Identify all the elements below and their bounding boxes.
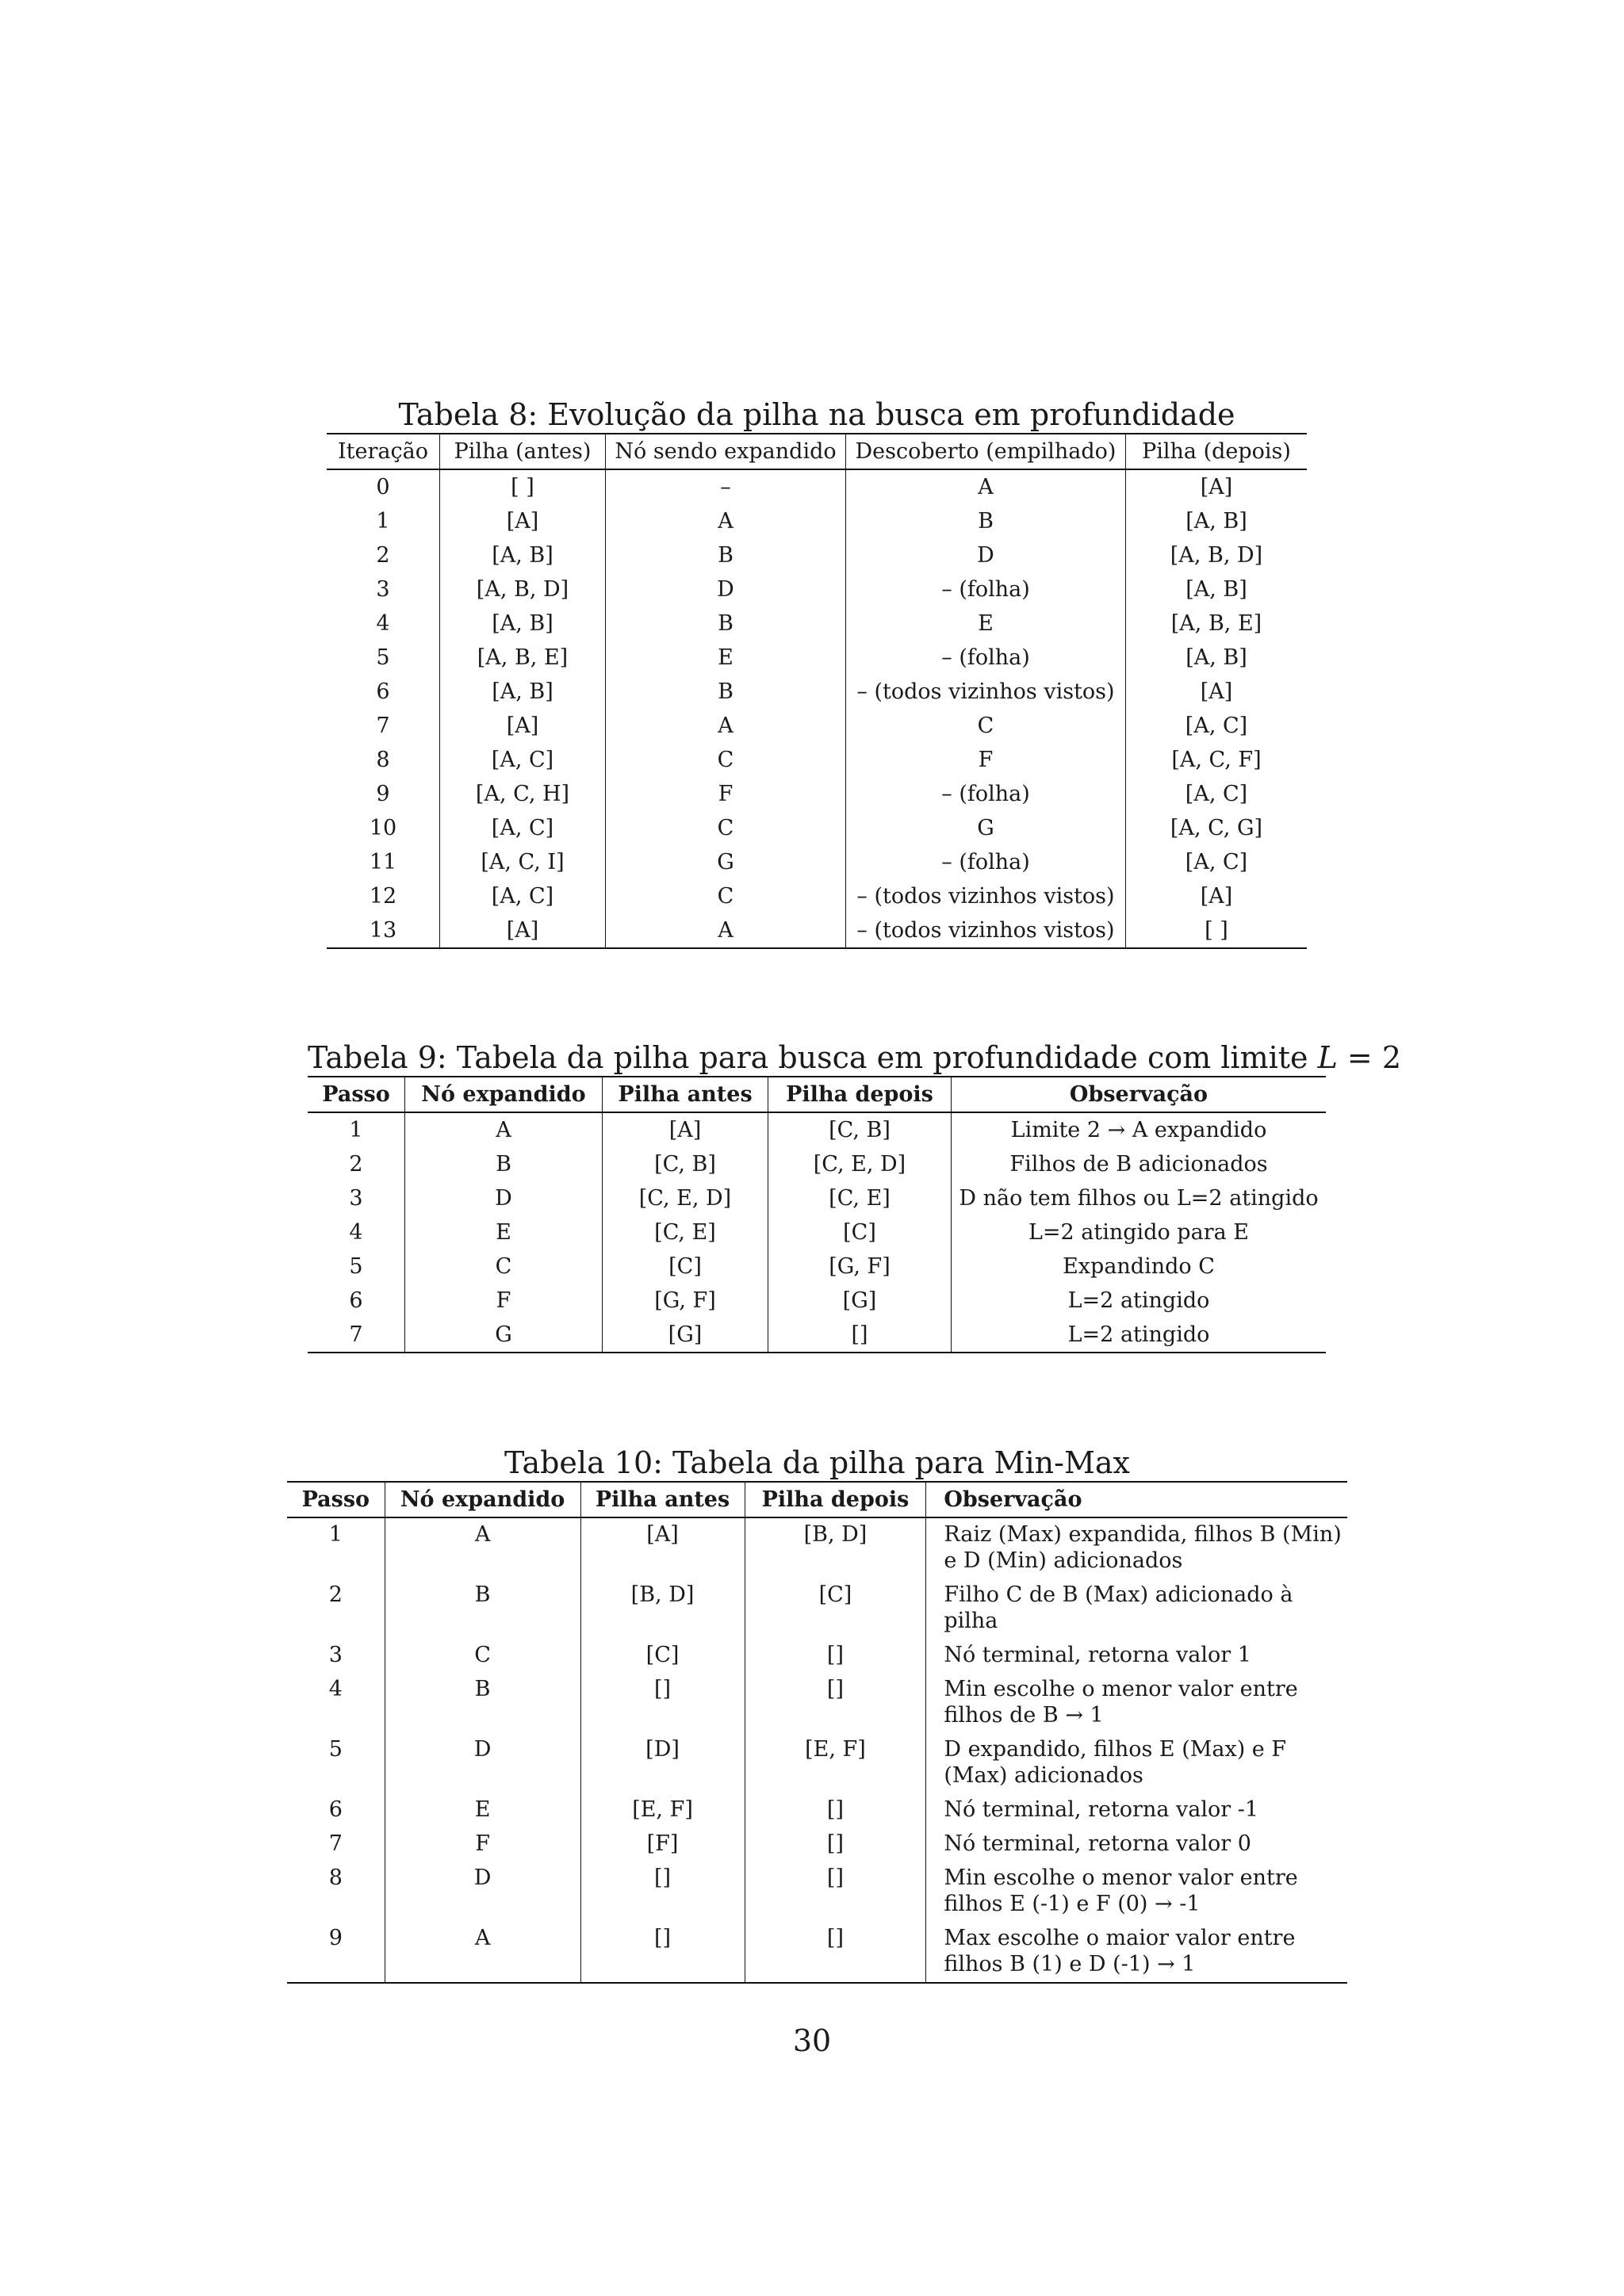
table-cell: C <box>606 743 846 777</box>
table-cell: B <box>606 675 846 709</box>
table-cell: [C] <box>603 1249 768 1284</box>
table-cell: C <box>606 879 846 913</box>
table-cell: – (folha) <box>846 777 1126 811</box>
table-row <box>287 1922 1347 1983</box>
table-row <box>327 743 1307 777</box>
table-header-row <box>287 1482 1347 1517</box>
table-8 <box>327 433 1307 949</box>
column-header: Pilha (depois) <box>1126 434 1308 469</box>
table-cell: 3 <box>349 1186 363 1211</box>
column-header: Pilha depois <box>768 1077 952 1112</box>
table-cell: 8 <box>328 1866 343 1890</box>
table-cell: [C, B] <box>768 1112 952 1147</box>
table-cell: E <box>606 641 846 675</box>
table-cell: A <box>405 1112 603 1147</box>
column-header: Pilha (antes) <box>440 434 606 469</box>
table-cell: [A, B, D] <box>440 572 606 607</box>
table-cell: [] <box>745 1673 926 1733</box>
table-cell: 11 <box>369 850 397 874</box>
table-cell: 4 <box>328 1677 343 1701</box>
table-row <box>308 1147 1326 1181</box>
table-cell: Min escolhe o menor valor entre filhos de B → 1 <box>926 1673 1347 1733</box>
table-row <box>327 913 1307 948</box>
table-row <box>327 879 1307 913</box>
table-cell: 0 <box>376 475 390 499</box>
table-cell: Raiz (Max) expandida, filhos B (Min) e D (Min) adicionados <box>926 1517 1347 1578</box>
column-header: Iteração <box>338 439 428 464</box>
table-cell: – (todos vizinhos vistos) <box>846 879 1126 913</box>
table-cell: B <box>846 504 1126 538</box>
caption-text: Tabela 9: Tabela da pilha para busca em profundidade com limite <box>308 1040 1318 1075</box>
table-cell: [A, B] <box>1126 641 1308 675</box>
table-cell: 8 <box>376 748 390 772</box>
table-cell: G <box>405 1318 603 1353</box>
table-cell: [A, C] <box>440 879 606 913</box>
table-8-block <box>327 396 1307 949</box>
table-cell: 6 <box>376 679 390 704</box>
table-cell: – (folha) <box>846 572 1126 607</box>
table-row <box>287 1733 1347 1793</box>
table-cell: [A, C] <box>1126 709 1308 743</box>
table-cell: B <box>385 1673 580 1733</box>
table-row <box>327 641 1307 675</box>
column-header: Pilha antes <box>580 1482 745 1517</box>
table-row <box>308 1181 1326 1215</box>
table-cell: [A, C, I] <box>440 845 606 879</box>
table-row <box>287 1793 1347 1827</box>
table-cell: 6 <box>328 1797 343 1822</box>
column-header: Observação <box>952 1077 1327 1112</box>
table-cell: [A] <box>1126 879 1308 913</box>
table-cell: A <box>606 504 846 538</box>
table-cell: [A, C] <box>1126 845 1308 879</box>
table-cell: [C] <box>745 1578 926 1639</box>
column-header: Pilha antes <box>603 1077 768 1112</box>
table-cell: 12 <box>369 884 397 909</box>
table-cell: L=2 atingido <box>952 1318 1327 1353</box>
table-cell: 2 <box>328 1582 343 1607</box>
table-cell: B <box>385 1578 580 1639</box>
table-cell: [B, D] <box>580 1578 745 1639</box>
table-cell: [A, B] <box>1126 572 1308 607</box>
table-cell: [A, B, E] <box>1126 607 1308 641</box>
table-cell: [C, E, D] <box>603 1181 768 1215</box>
table-cell: [G] <box>768 1284 952 1318</box>
column-header: Descoberto (empilhado) <box>846 434 1126 469</box>
table-cell: G <box>606 845 846 879</box>
table-row <box>287 1578 1347 1639</box>
table-cell: A <box>606 913 846 948</box>
table-row <box>287 1639 1347 1673</box>
table-cell: [] <box>580 1673 745 1733</box>
column-header: Passo <box>322 1082 390 1107</box>
table-row <box>287 1827 1347 1862</box>
table-cell: [C] <box>768 1215 952 1249</box>
table-cell: Expandindo C <box>952 1249 1327 1284</box>
table-row <box>308 1249 1326 1284</box>
table-10 <box>287 1481 1347 1984</box>
table-cell: 4 <box>349 1220 363 1245</box>
column-header: Nó sendo expandido <box>606 434 846 469</box>
table-row <box>327 777 1307 811</box>
table-header-row <box>308 1077 1326 1112</box>
table-cell: [A, C, H] <box>440 777 606 811</box>
table-cell: – (folha) <box>846 641 1126 675</box>
table-cell: [G] <box>603 1318 768 1353</box>
table-cell: [] <box>745 1827 926 1862</box>
table-cell: 4 <box>376 611 390 636</box>
table-cell: E <box>846 607 1126 641</box>
table-cell: [E, F] <box>580 1793 745 1827</box>
table-cell: B <box>405 1147 603 1181</box>
table-cell: [A, C, G] <box>1126 811 1308 845</box>
table-row <box>287 1517 1347 1578</box>
table-cell: Filhos de B adicionados <box>952 1147 1327 1181</box>
table-cell: [G, F] <box>603 1284 768 1318</box>
table-9 <box>308 1076 1326 1353</box>
table-cell: [G, F] <box>768 1249 952 1284</box>
table-cell: 7 <box>376 714 390 738</box>
table-cell: B <box>606 607 846 641</box>
table-cell: 1 <box>349 1118 363 1142</box>
table-cell: [C, E] <box>603 1215 768 1249</box>
table-cell: D <box>405 1181 603 1215</box>
table-row <box>327 572 1307 607</box>
table-cell: D <box>385 1733 580 1793</box>
table-cell: 13 <box>369 918 397 943</box>
table-cell: 7 <box>328 1831 343 1856</box>
table-cell: [E, F] <box>745 1733 926 1793</box>
table-10-block <box>287 1445 1347 1984</box>
table-cell: 6 <box>349 1288 363 1313</box>
table-row <box>327 538 1307 572</box>
table-row <box>308 1112 1326 1147</box>
table-cell: L=2 atingido <box>952 1284 1327 1318</box>
table-cell: [A] <box>440 504 606 538</box>
table-row <box>308 1284 1326 1318</box>
table-cell: [] <box>745 1793 926 1827</box>
table-cell: A <box>385 1922 580 1983</box>
table-cell: [A] <box>1126 469 1308 504</box>
table-row <box>327 709 1307 743</box>
table-cell: [A] <box>440 709 606 743</box>
table-cell: E <box>385 1793 580 1827</box>
table-cell: [F] <box>580 1827 745 1862</box>
table-cell: [C] <box>580 1639 745 1673</box>
table-cell: [A, B, E] <box>440 641 606 675</box>
table-cell: G <box>846 811 1126 845</box>
table-cell: D <box>606 572 846 607</box>
table-cell: Nó terminal, retorna valor 0 <box>926 1827 1347 1862</box>
table-row <box>327 811 1307 845</box>
table-cell: [A] <box>1126 675 1308 709</box>
table-cell: L=2 atingido para E <box>952 1215 1327 1249</box>
table-cell: – (folha) <box>846 845 1126 879</box>
table-cell: [D] <box>580 1733 745 1793</box>
table-cell: [] <box>768 1318 952 1353</box>
table-cell: Limite 2 → A expandido <box>952 1112 1327 1147</box>
table-cell: [B, D] <box>745 1517 926 1578</box>
table-cell: F <box>846 743 1126 777</box>
table-cell: [C, B] <box>603 1147 768 1181</box>
column-header: Nó expandido <box>385 1482 580 1517</box>
table-cell: [ ] <box>440 469 606 504</box>
table-cell: Min escolhe o menor valor entre filhos E (-1) e F (0) → -1 <box>926 1862 1347 1922</box>
table-cell: [C, E, D] <box>768 1147 952 1181</box>
caption-text: = 2 <box>1337 1040 1402 1075</box>
table-row <box>308 1318 1326 1353</box>
column-header: Observação <box>926 1482 1347 1517</box>
table-cell: C <box>606 811 846 845</box>
table-cell: [C, E] <box>768 1181 952 1215</box>
table-cell: A <box>606 709 846 743</box>
table-cell: F <box>606 777 846 811</box>
table-cell: D expandido, filhos E (Max) e F (Max) adicionados <box>926 1733 1347 1793</box>
table-row <box>327 675 1307 709</box>
table-cell: [] <box>580 1922 745 1983</box>
caption-variable: L <box>1317 1040 1338 1075</box>
table-cell: 9 <box>376 782 390 806</box>
table-cell: [] <box>745 1862 926 1922</box>
table-cell: F <box>405 1284 603 1318</box>
table-cell: F <box>385 1827 580 1862</box>
table-cell: [A, B] <box>440 675 606 709</box>
table-cell: [A, C] <box>440 811 606 845</box>
table-cell: [] <box>745 1639 926 1673</box>
table-cell: 3 <box>376 577 390 602</box>
table-cell: A <box>385 1517 580 1578</box>
table-cell: 9 <box>328 1926 343 1950</box>
table-cell: 5 <box>349 1254 363 1279</box>
table-cell: [A, B] <box>440 607 606 641</box>
table-cell: D <box>385 1862 580 1922</box>
column-header: Pilha depois <box>745 1482 926 1517</box>
table-cell: [A, B] <box>440 538 606 572</box>
table-cell: 10 <box>369 816 397 840</box>
table-cell: [A] <box>603 1112 768 1147</box>
table-8-caption: Tabela 8: Evolução da pilha na busca em profundidade <box>398 397 1235 432</box>
table-cell: 2 <box>376 543 390 568</box>
table-cell: [] <box>580 1862 745 1922</box>
table-cell: C <box>405 1249 603 1284</box>
table-cell: 7 <box>349 1322 363 1347</box>
table-cell: E <box>405 1215 603 1249</box>
table-cell: 1 <box>376 509 390 534</box>
table-cell: 3 <box>328 1643 343 1667</box>
table-cell: A <box>846 469 1126 504</box>
table-cell: [A, B] <box>1126 504 1308 538</box>
table-cell: Filho C de B (Max) adicionado à pilha <box>926 1578 1347 1639</box>
table-cell: B <box>606 538 846 572</box>
table-10-caption: Tabela 10: Tabela da pilha para Min-Max <box>504 1445 1130 1480</box>
table-row <box>308 1215 1326 1249</box>
table-cell: 1 <box>328 1522 343 1547</box>
table-row <box>327 607 1307 641</box>
table-row <box>287 1862 1347 1922</box>
table-9-caption <box>308 1039 1402 1076</box>
page-number: 30 <box>792 2023 832 2058</box>
table-cell: C <box>385 1639 580 1673</box>
table-cell: – (todos vizinhos vistos) <box>846 913 1126 948</box>
table-cell: – (todos vizinhos vistos) <box>846 675 1126 709</box>
table-cell: Nó terminal, retorna valor 1 <box>926 1639 1347 1673</box>
table-cell: Max escolhe o maior valor entre filhos B (1) e D (-1) → 1 <box>926 1922 1347 1983</box>
table-cell: [] <box>745 1922 926 1983</box>
table-cell: – <box>606 469 846 504</box>
column-header: Nó expandido <box>405 1077 603 1112</box>
table-cell: [A, C] <box>440 743 606 777</box>
table-cell: [A, C] <box>1126 777 1308 811</box>
table-row <box>327 504 1307 538</box>
table-row <box>327 469 1307 504</box>
table-cell: Nó terminal, retorna valor -1 <box>926 1793 1347 1827</box>
table-row <box>287 1673 1347 1733</box>
table-cell: D não tem filhos ou L=2 atingido <box>952 1181 1327 1215</box>
table-cell: 2 <box>349 1152 363 1177</box>
table-cell: 5 <box>376 645 390 670</box>
table-header-row <box>327 434 1307 469</box>
table-cell: [A] <box>580 1517 745 1578</box>
table-9-block <box>308 1039 1402 1353</box>
table-cell: C <box>846 709 1126 743</box>
table-cell: D <box>846 538 1126 572</box>
table-cell: [A] <box>440 913 606 948</box>
column-header: Passo <box>301 1487 370 1512</box>
table-cell: 5 <box>328 1737 343 1762</box>
table-cell: [A, C, F] <box>1126 743 1308 777</box>
table-row <box>327 845 1307 879</box>
table-cell: [ ] <box>1126 913 1308 948</box>
table-cell: [A, B, D] <box>1126 538 1308 572</box>
